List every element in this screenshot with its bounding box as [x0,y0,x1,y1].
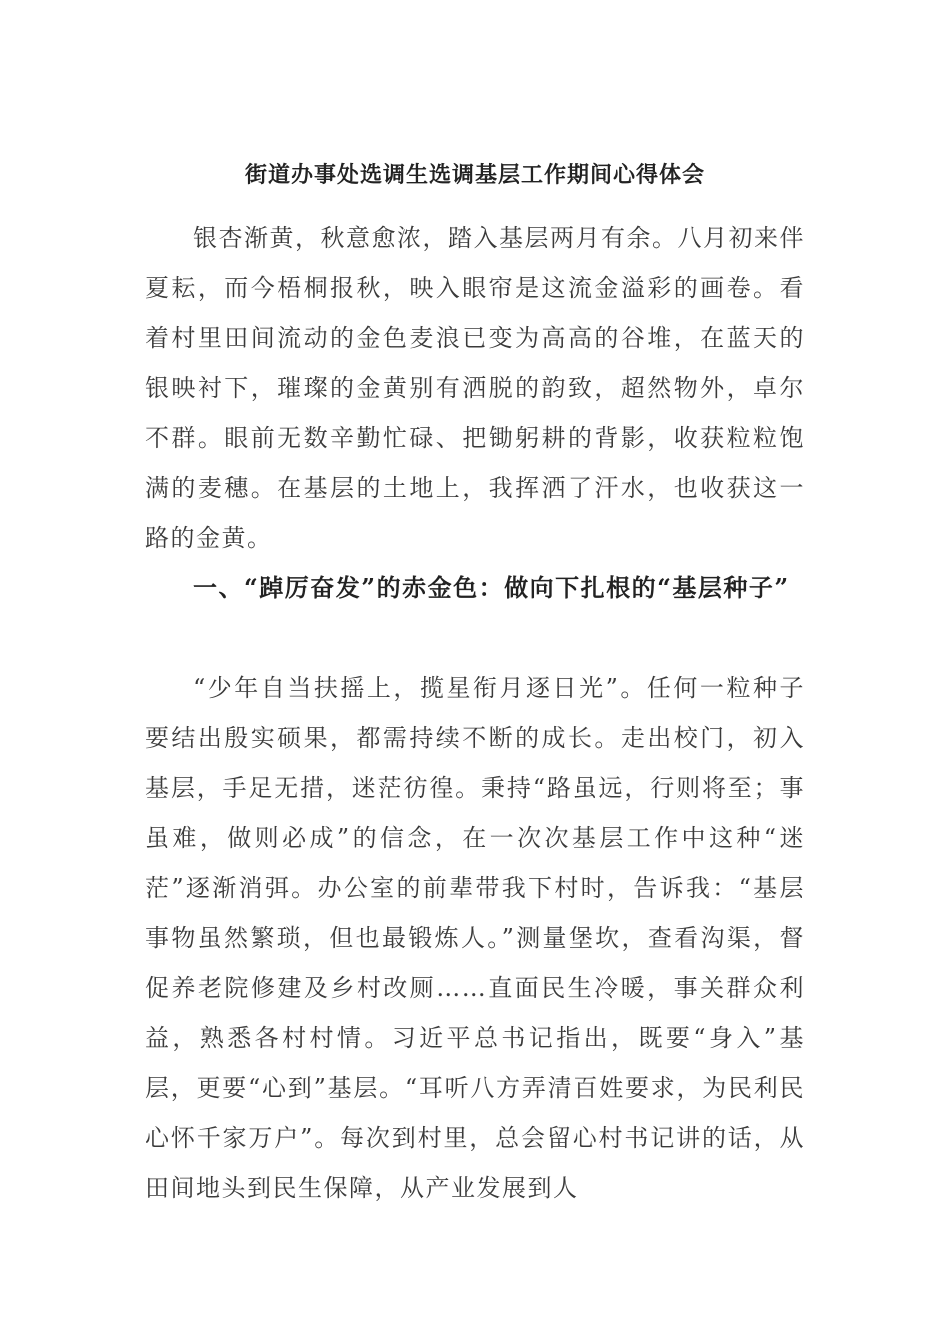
section-1-body-block [145,663,805,1213]
section-1-heading: 一、“踔厉奋发”的赤金色：做向下扎根的“基层种子” [193,573,790,602]
intro-paragraph-block [145,213,805,563]
section-heading-block [145,563,805,613]
document-title: 街道办事处选调生选调基层工作期间心得体会 [244,162,705,188]
intro-paragraph: 银杏渐黄，秋意愈浓，踏入基层两月有余。八月初来伴夏耘，而今梧桐报秋，映入眼帘是这流金溢彩的画卷。看着村里田间流动的金色麦浪已变为高高的谷堆，在蓝天的银映衬下，璀璨的金黄别有洒脱的韵致，超然物外，卓尔不群。眼前无数辛勤忙碌、把锄躬耕的背影，收获粒粒饱满的麦穗。在基层的土地上，我挥洒了汗水，也收获这一路的金黄。 [145,224,805,552]
section-1-paragraph: “少年自当扶摇上，揽星衔月逐日光”。任何一粒种子要结出殷实硕果，都需持续不断的成长。走出校门，初入基层，手足无措，迷茫彷徨。秉持“路虽远，行则将至；事虽难，做则必成”的信念，在一次次基层工作中这种“迷茫”逐渐消弭。办公室的前辈带我下村时，告诉我：“基层事物虽然繁琐，但也最锻炼人。”测量堡坎，查看沟渠，督促养老院修建及乡村改厕……直面民生冷暖，事关群众利益，熟悉各村村情。习近平总书记指出，既要“身入”基层，更要“心到”基层。“耳听八方弄清百姓要求，为民利民心怀千家万户”。每次到村里，总会留心村书记讲的话，从田间地头到民生保障，从产业发展到人 [145,674,805,1202]
